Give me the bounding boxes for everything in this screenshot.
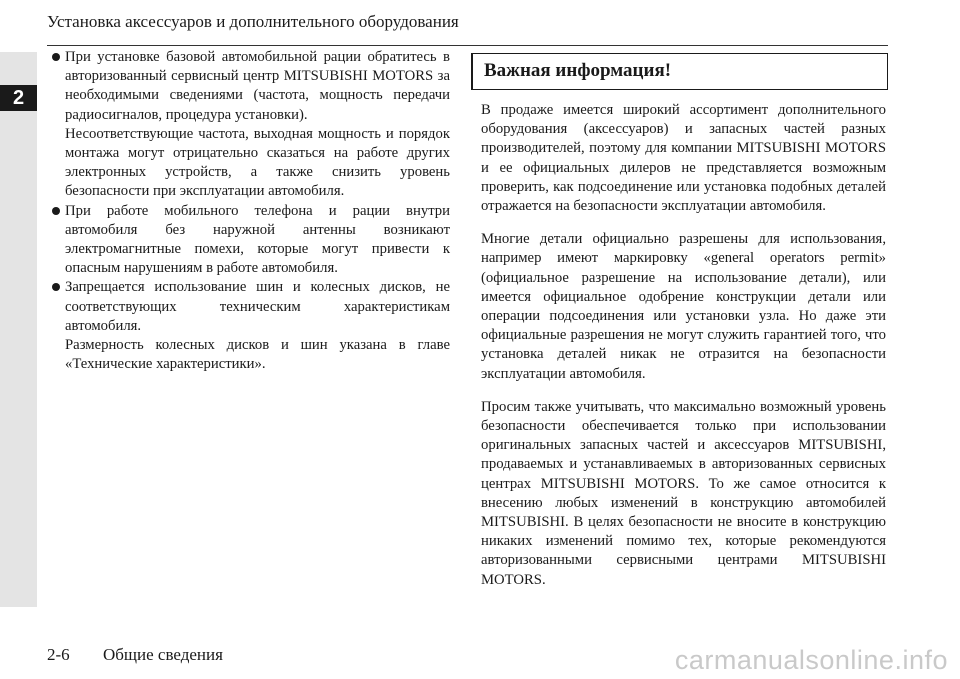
right-column (481, 101, 886, 604)
important-info-title: Важная информация! (484, 60, 672, 81)
bullet-item: При установке базовой автомобильной рации обратитесь в авторизованный сервисный центр MITSUBISHI MOTORS за необходимыми сведениями (частота, мощность передачи радиосигналов, процедура установки). (52, 48, 450, 125)
info-paragraph: В продаже имеется широкий ассортимент дополнительного оборудования (аксессуаров) и запасных частей разных производителей, поэтому для компании MITSUBISHI MOTORS и ее официальных дилеров не представляется возможным проверить, как подсоединение или установка подобных деталей отражается на безопасности эксплуатации автомобиля. (481, 102, 886, 215)
chapter-number-badge: 2 (0, 85, 37, 111)
page-header-title: Установка аксессуаров и дополнительного оборудования (47, 12, 459, 31)
site-watermark: carmanualsonline.info (674, 645, 948, 675)
bullet-continuation: Несоответствующие частота, выходная мощность и порядок монтажа могут отрицательно сказаться на работе других электронных устройств, а также снизить уровень безопасности при эксплуатации автомобиля. (65, 125, 450, 200)
important-info-box (471, 53, 888, 90)
info-paragraph: Многие детали официально разрешены для использования, например имеют маркировку «general operators permit» (официальное разрешение на использование детали), или имеется официальное одобрение конструкции детали или операции подсоединения или установки узла. Но даже эти официальные разрешения не могут служить гарантией того, что установка деталей никак не отразится на безопасности эксплуатации автомобиля. (481, 231, 886, 382)
bullet-item: При работе мобильного телефона и рации внутри автомобиля без наружной антенны возникают электромагнитные помехи, которые могут привести к опасным нарушениям в работе автомобиля. (52, 202, 450, 279)
info-paragraph: Просим также учитывать, что максимально возможный уровень безопасности обеспечивается только при использовании оригинальных запасных частей и аксессуаров MITSUBISHI, продаваемых и устанавливаемых в авторизованных сервисных центрах MITSUBISHI MOTORS. То же самое относится к внесению любых изменений в конструкцию автомобилей MITSUBISHI. В целях безопасности не вносите в конструкцию никаких изменений помимо тех, которые рекомендуются авторизованными сервисными центрами MITSUBISHI MOTORS. (481, 398, 886, 588)
footer-page-number: 2-6 (47, 645, 70, 664)
bullet-item: Запрещается использование шин и колесных дисков, не соответствующих техническим характеристикам автомобиля. (52, 278, 450, 336)
header-divider (47, 45, 888, 46)
chapter-side-tab (0, 52, 37, 607)
bullet-continuation: Размерность колесных дисков и шин указана в главе «Технические характеристики». (65, 337, 450, 373)
left-column (52, 48, 450, 374)
footer-section-title: Общие сведения (103, 645, 223, 664)
